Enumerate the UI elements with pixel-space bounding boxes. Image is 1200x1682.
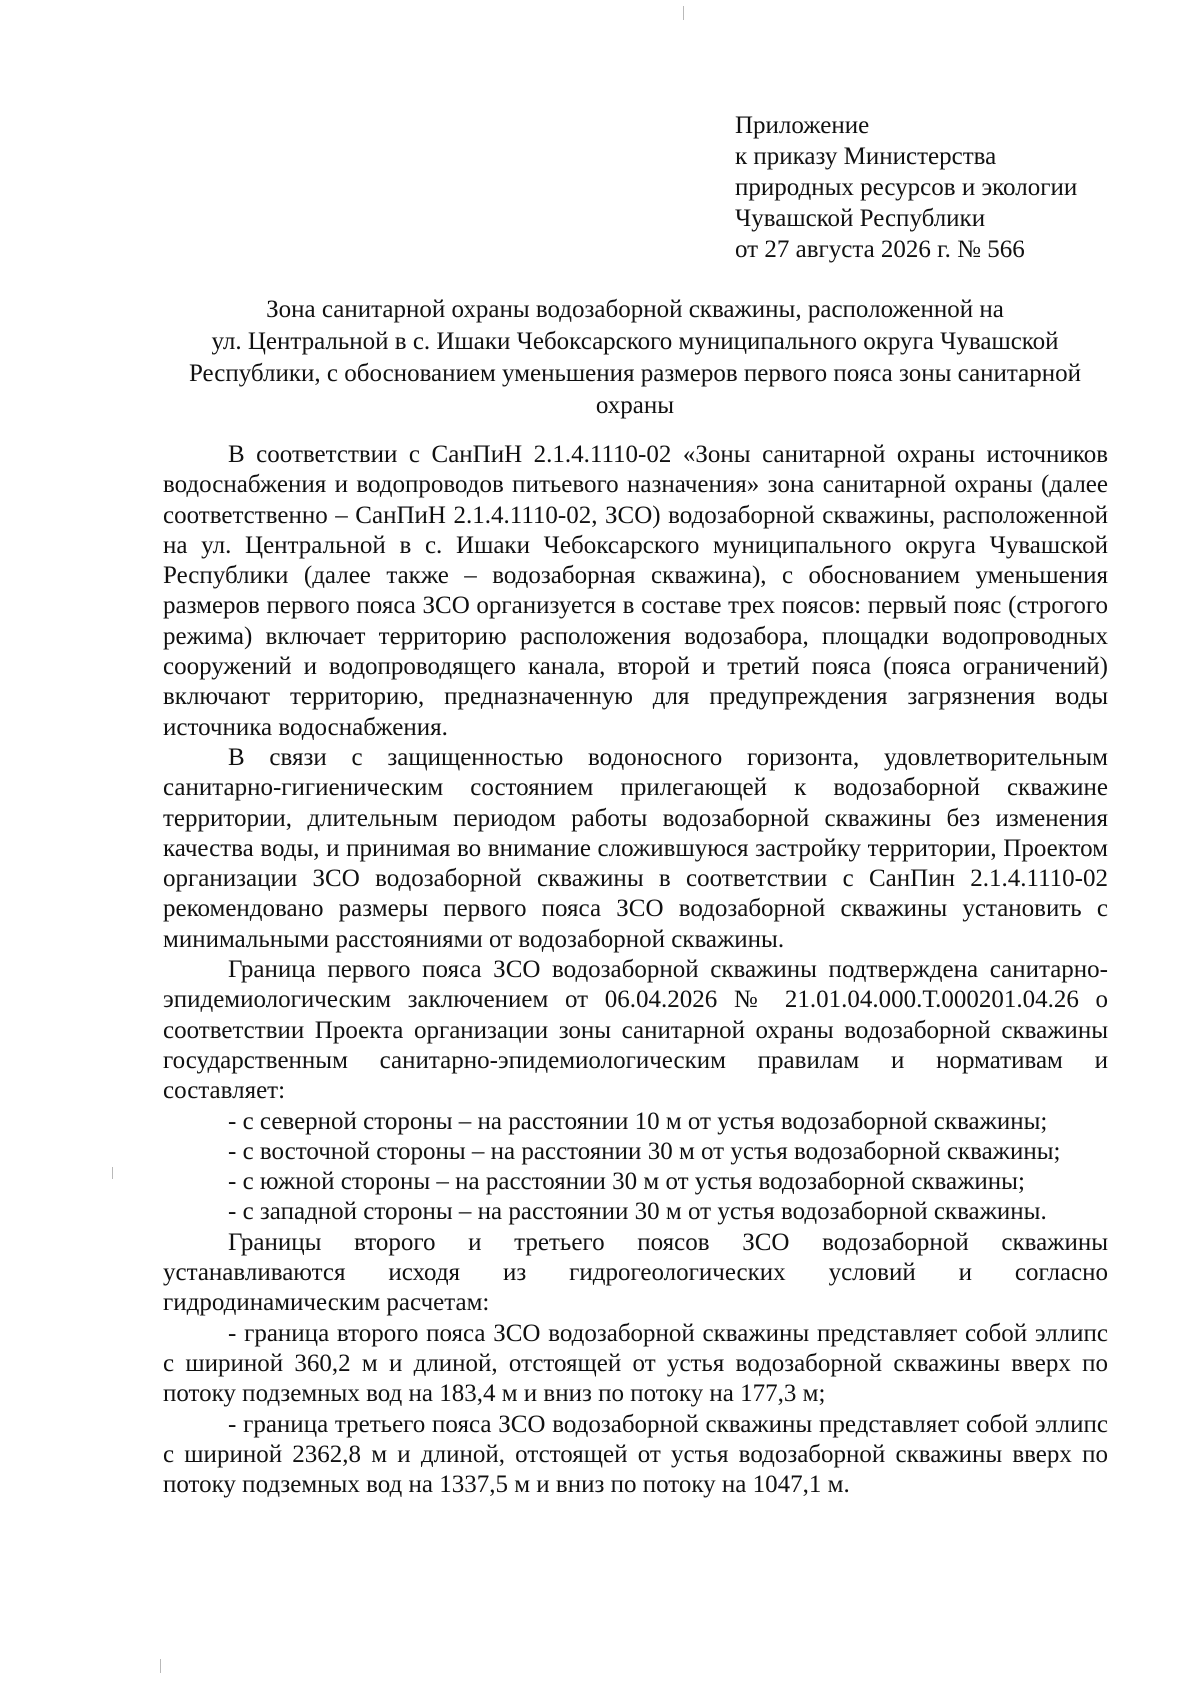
appendix-block xyxy=(735,110,1175,265)
list-item-east: - с восточной стороны – на расстоянии 30 м от устья водозаборной скважины; xyxy=(228,1137,1061,1165)
title-line: охраны xyxy=(595,392,675,419)
scan-mark xyxy=(683,6,684,20)
list-item-west: - с западной стороны – на расстоянии 30 м от устья водозаборной скважины. xyxy=(228,1198,1047,1226)
scan-mark xyxy=(112,1167,113,1179)
list-item-second-belt: - граница второго пояса ЗСО водозаборной скважины представляет собой эллипс с шириной 360,2 м и длиной, отстоящей от устья водозаборной скважины вверх по потоку подземных вод на 183,4 м и вниз по потоку на 177,3 м; xyxy=(163,1319,1108,1408)
list-item-south: - с южной стороны – на расстоянии 30 м от устья водозаборной скважины; xyxy=(228,1168,1025,1196)
appendix-line: природных ресурсов и экологии xyxy=(735,174,1078,201)
paragraph-protection-rationale: В связи с защищенностью водоносного горизонта, удовлетворительным санитарно-гигиеническим состоянием прилегающей к водозаборной скважине территории, длительным периодом работы водозаборной скважины без изменения качества воды, и принимая во внимание сложившуюся застройку территории, Проектом организации ЗСО водозаборной скважины в соответствии с СанПин 2.1.4.1110-02 рекомендовано размеры первого пояса ЗСО водозаборной скважины установить с минимальными расстояниями от водозаборной скважины. xyxy=(163,743,1108,953)
appendix-line: Чувашской Республики xyxy=(735,205,986,232)
title-line: Зона санитарной охраны водозаборной скважины, расположенной на xyxy=(266,296,1004,323)
scan-mark xyxy=(160,1659,161,1673)
paragraph-second-third-belts: Границы второго и третьего поясов ЗСО водозаборной скважины устанавливаются исходя из гидрогеологических условий и согласно гидродинамическим расчетам: xyxy=(163,1228,1108,1317)
appendix-line: к приказу Министерства xyxy=(735,143,997,170)
paragraph-sanpin-zones: В соответствии с СанПиН 2.1.4.1110-02 «Зоны санитарной охраны источников водоснабжения и водопроводов питьевого назначения» зона санитарной охраны (далее соответственно – СанПиН 2.1.4.1110-02, ЗСО) водозаборной скважины, расположенной на ул. Центральной в с. Ишаки Чебоксарского муниципального округа Чувашской Республики (далее также – водозаборная скважина), с обоснованием уменьшения размеров первого пояса ЗСО организуется в составе трех поясов: первый пояс (строгого режима) включает территорию расположения водозабора, площадки водопроводных сооружений и водопроводящего канала, второй и третий пояса (пояса ограничений) включают территорию, предназначенную для предупреждения загрязнения воды источника водоснабжения. xyxy=(163,441,1108,741)
paragraph-first-belt-boundary: Граница первого пояса ЗСО водозаборной скважины подтверждена санитарно-эпидемиологическим заключением от 06.04.2026 № 21.01.04.000.Т.000201.04.26 о соответствии Проекта организации зоны санитарной охраны водозаборной скважины государственным санитарно-эпидемиологическим правилам и нормативам и составляет: xyxy=(163,956,1108,1105)
appendix-order-date: от 27 августа 2026 г. № 566 xyxy=(735,236,1025,263)
document-body xyxy=(163,440,1108,1500)
document-title xyxy=(160,294,1110,422)
list-item-third-belt: - граница третьего пояса ЗСО водозаборной скважины представляет собой эллипс с шириной 2362,8 м и длиной, отстоящей от устья водозаборной скважины вверх по потоку подземных вод на 1337,5 м и вниз по потоку на 1047,1 м. xyxy=(163,1410,1108,1499)
list-item-north: - с северной стороны – на расстоянии 10 м от устья водозаборной скважины; xyxy=(228,1107,1048,1135)
title-line: Республики, с обоснованием уменьшения размеров первого пояса зоны санитарной xyxy=(188,360,1082,387)
title-line: ул. Центральной в с. Ишаки Чебоксарского муниципального округа Чувашской xyxy=(211,328,1059,355)
appendix-line: Приложение xyxy=(735,112,870,139)
